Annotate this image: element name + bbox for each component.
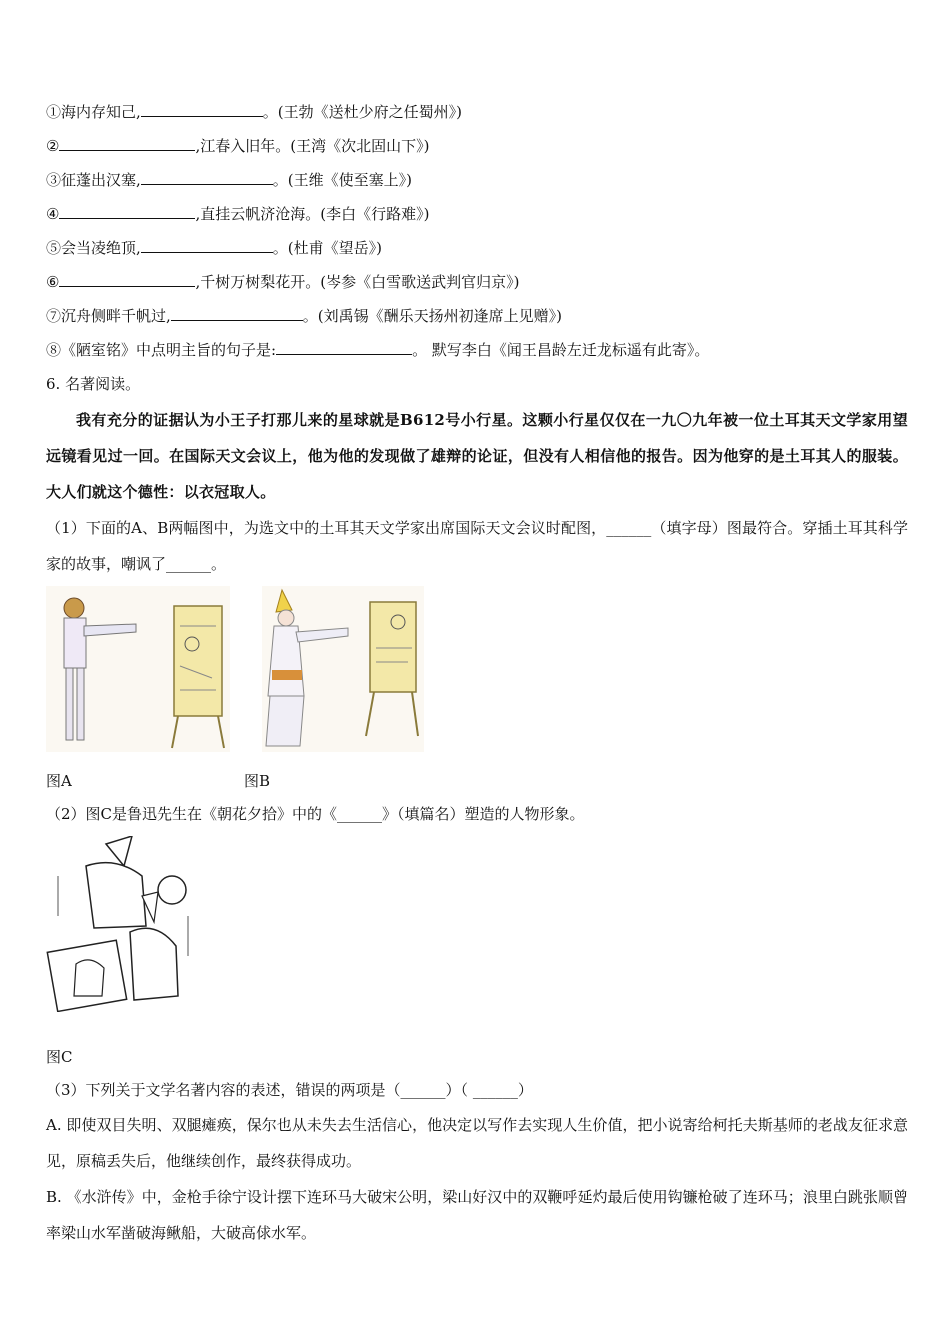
recitation-line-5	[46, 237, 382, 259]
figure-c-caption: 图C	[46, 1048, 73, 1066]
line-text: ③征蓬出汉塞,	[46, 171, 141, 189]
answer-blank[interactable]	[141, 169, 273, 185]
woodcut-characters-drawing	[46, 836, 206, 1012]
line-text: 。(刘禹锡《酬乐天扬州初逢席上见赠》)	[302, 307, 562, 325]
figure-c-illustration	[46, 836, 206, 1012]
subquestion-1: （1）下面的A、B两幅图中，为选文中的土耳其天文学家出席国际天文会议时配图，______（填字母）图最符合。穿插土耳其科学家的故事，嘲讽了______。	[46, 519, 908, 573]
figure-a-caption: 图A	[46, 772, 72, 790]
recitation-line-6	[46, 271, 519, 293]
line-text: ,江春入旧年。(王湾《次北固山下》)	[195, 137, 430, 155]
answer-blank[interactable]	[276, 339, 412, 355]
figure-b-illustration	[262, 586, 424, 752]
recitation-line-4	[46, 203, 429, 225]
recitation-line-3	[46, 169, 412, 191]
astronomer-western-suit-drawing	[46, 586, 230, 752]
option-a: A. 即使双目失明、双腿瘫痪，保尔也从未失去生活信心，他决定以写作去实现人生价值，把小说寄给柯托夫斯基师的老战友征求意见，原稿丢失后，他继续创作，最终获得成功。	[46, 1116, 908, 1170]
answer-blank[interactable]	[141, 101, 263, 117]
astronomer-turkish-dress-drawing	[262, 586, 424, 752]
line-text: ,直挂云帆济沧海。(李白《行路难》)	[195, 205, 430, 223]
recitation-line-2	[46, 135, 429, 157]
question-6-title: 6. 名著阅读。	[46, 375, 141, 393]
line-text: 。(王维《使至塞上》)	[272, 171, 412, 189]
line-text: ②	[46, 137, 60, 155]
option-b: B. 《水浒传》中，金枪手徐宁设计摆下连环马大破宋公明，梁山好汉中的双鞭呼延灼最后使用钩镰枪破了连环马；浪里白跳张顺曾率梁山水军凿破海鳅船，大破高俅水军。	[46, 1188, 908, 1242]
recitation-line-8	[46, 339, 709, 361]
recitation-line-7	[46, 305, 562, 327]
reading-passage: 我有充分的证据认为小王子打那儿来的星球就是B612号小行星。这颗小行星仅仅在一九〇九年被一位土耳其天文学家用望远镜看见过一回。在国际天文会议上，他为他的发现做了雄辩的论证，但没有人相信他的报告。因为他穿的是土耳其人的服装。大人们就这个德性：以衣冠取人。	[46, 411, 908, 501]
answer-blank[interactable]	[59, 271, 195, 287]
answer-blank[interactable]	[59, 203, 195, 219]
line-text: 。(王勃《送杜少府之任蜀州》)	[262, 103, 462, 121]
subquestion-3: （3）下列关于文学名著内容的表述，错误的两项是（______）（ ______）	[46, 1081, 533, 1099]
line-text: ⑧《陋室铭》中点明主旨的句子是:	[46, 341, 277, 359]
line-text: ,千树万树梨花开。(岑参《白雪歌送武判官归京》)	[195, 273, 520, 291]
line-text: ⑤会当凌绝顶,	[46, 239, 141, 257]
figure-b-caption: 图B	[244, 772, 271, 790]
line-text: ④	[46, 205, 60, 223]
figure-a-illustration	[46, 586, 230, 752]
answer-blank[interactable]	[171, 305, 303, 321]
line-text: ⑥	[46, 273, 60, 291]
subquestion-2: （2）图C是鲁迅先生在《朝花夕拾》中的《______》（填篇名）塑造的人物形象。	[46, 805, 585, 823]
line-text: 。(杜甫《望岳》)	[272, 239, 382, 257]
recitation-line-1	[46, 101, 462, 123]
answer-blank[interactable]	[141, 237, 273, 253]
line-text: ⑦沉舟侧畔千帆过,	[46, 307, 171, 325]
line-text: ①海内存知己,	[46, 103, 141, 121]
line-text: 。 默写李白《闻王昌龄左迁龙标遥有此寄》。	[412, 341, 710, 359]
answer-blank[interactable]	[59, 135, 195, 151]
